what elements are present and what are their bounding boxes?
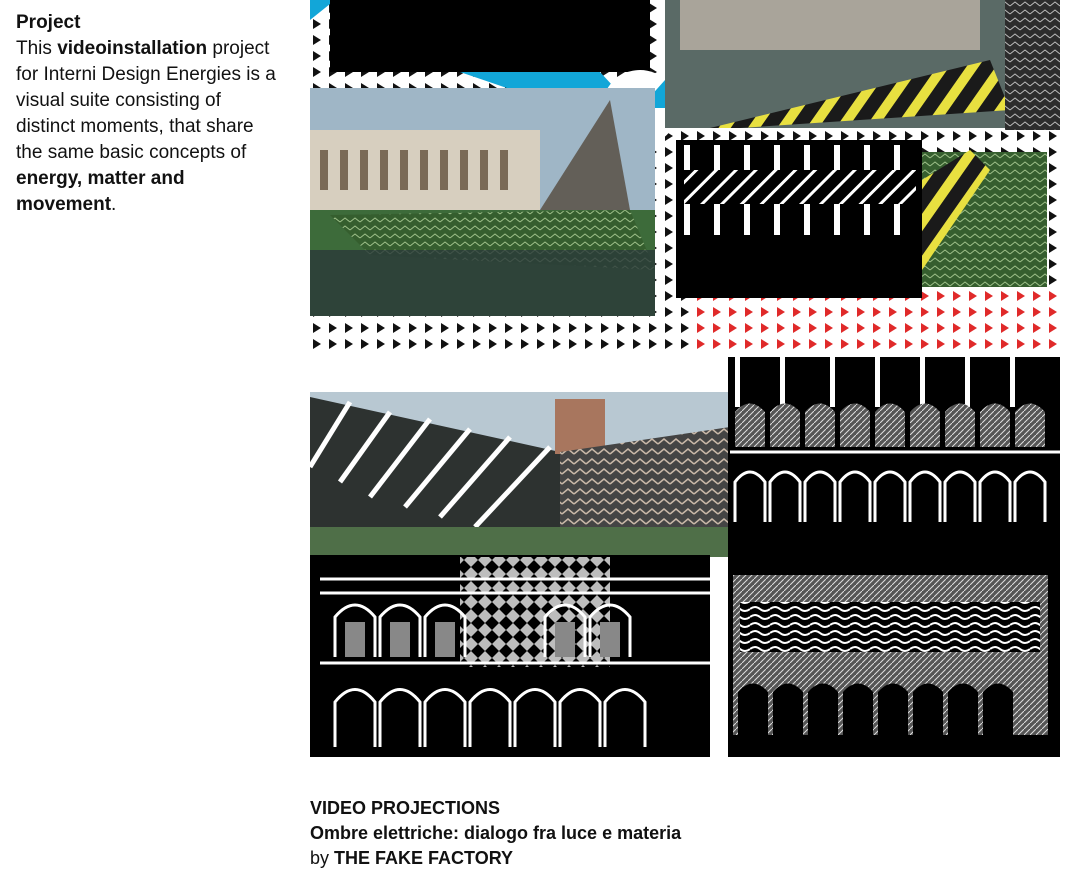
project-heading: Project: [16, 12, 81, 33]
caption-by: by: [310, 848, 335, 868]
project-text-bold-1: videoinstallation: [57, 38, 208, 59]
project-text-bold-2: energy, matter and movement: [16, 168, 185, 215]
caption-author: THE FAKE FACTORY: [334, 848, 514, 868]
caption-subtitle: Ombre elettriche: dialogo fra luce e materia: [310, 823, 682, 843]
top-collage-image: [310, 0, 1060, 350]
project-description: [16, 10, 276, 218]
bottom-collage-image: [310, 357, 1060, 757]
caption: [310, 796, 681, 871]
caption-title: VIDEO PROJECTIONS: [310, 798, 501, 818]
caption-credit: [310, 846, 681, 871]
project-text-3: .: [111, 194, 117, 215]
project-text-1: This: [16, 38, 58, 59]
project-text-2: project for Interni Design Energies is a visual suite consisting of distinct moments, that share the same basic concepts of: [16, 38, 276, 163]
